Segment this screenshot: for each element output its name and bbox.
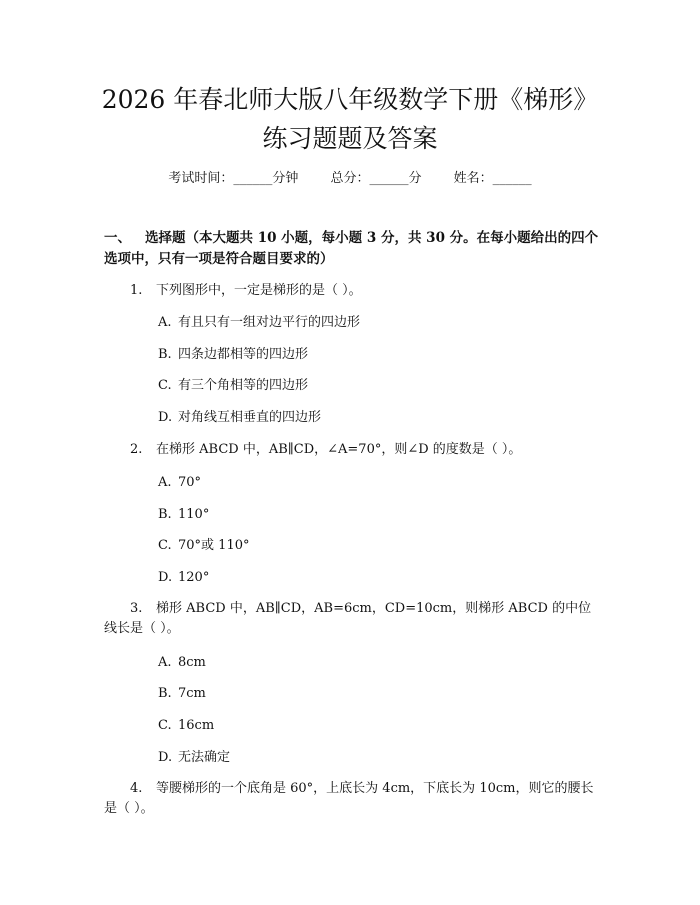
- title-line-1: 2026 年春北师大版八年级数学下册《梯形》: [101, 85, 599, 114]
- question-number: 2.: [130, 442, 143, 457]
- option-1b: B. 四条边都相等的四边形: [158, 347, 309, 362]
- section-number: 一、: [104, 230, 131, 246]
- exam-time: 考试时间：______分钟: [168, 171, 299, 186]
- option-3a: A. 8cm: [158, 655, 206, 670]
- option-1c: C. 有三个角相等的四边形: [158, 378, 309, 393]
- question-2: [104, 440, 600, 460]
- option-3d: D. 无法确定: [158, 750, 231, 765]
- section-text: 选择题（本大题共 10 小题，每小题 3 分，共 30 分。在每小题给出的四个选项中，只有一项是符合题目要求的）: [104, 230, 599, 267]
- question-text: 梯形 ABCD 中，AB∥CD，AB=6cm，CD=10cm，则梯形 ABCD 的中位线长是（ ）。: [104, 601, 592, 636]
- exam-info: [0, 167, 700, 186]
- exam-score: 总分：______分: [330, 171, 422, 186]
- option-3b: B. 7cm: [158, 686, 206, 701]
- question-text: 在梯形 ABCD 中，AB∥CD，∠A=70°，则∠D 的度数是（ ）。: [156, 442, 522, 457]
- exam-name: 姓名：______: [453, 171, 532, 186]
- question-1: [104, 281, 600, 301]
- question-3: [104, 599, 600, 639]
- page-title: [0, 80, 700, 158]
- option-2a: A. 70°: [158, 475, 202, 490]
- option-2c: C. 70°或 110°: [158, 538, 250, 553]
- option-3c: C. 16cm: [158, 718, 215, 733]
- question-number: 4.: [130, 781, 143, 796]
- option-1d: D. 对角线互相垂直的四边形: [158, 410, 322, 425]
- question-4: [104, 779, 600, 819]
- question-text: 下列图形中，一定是梯形的是（ ）。: [156, 283, 362, 298]
- option-2d: D. 120°: [158, 570, 210, 585]
- question-text: 等腰梯形的一个底角是 60°，上底长为 4cm，下底长为 10cm，则它的腰长是（ ）。: [104, 781, 594, 816]
- question-number: 3.: [130, 601, 143, 616]
- title-line-2: 练习题题及答案: [262, 124, 438, 153]
- option-2b: B. 110°: [158, 507, 210, 522]
- option-1a: A. 有且只有一组对边平行的四边形: [158, 315, 361, 330]
- question-number: 1.: [130, 283, 143, 298]
- section-heading: [104, 228, 604, 270]
